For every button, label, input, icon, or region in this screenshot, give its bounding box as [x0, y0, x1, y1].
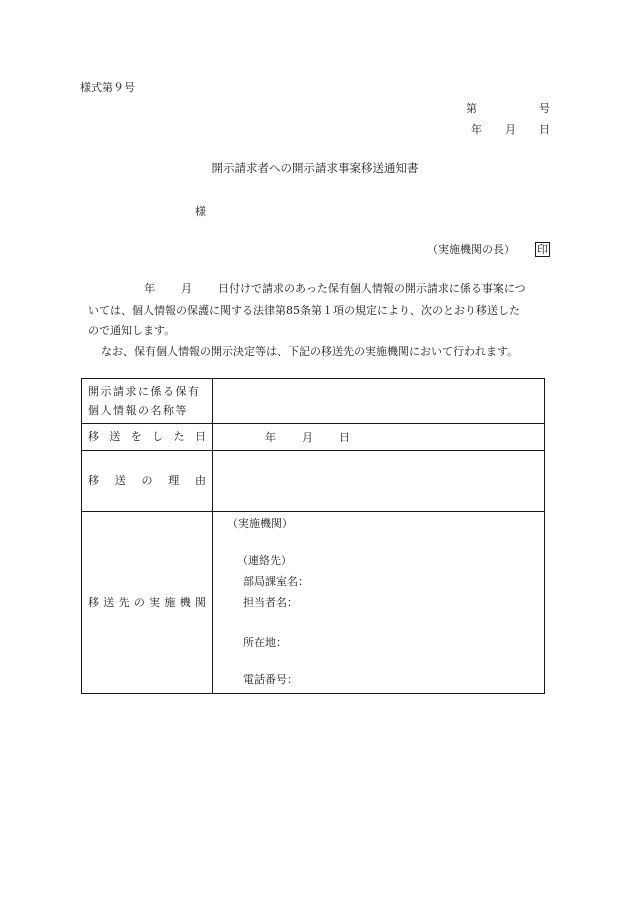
- date-year: 年: [471, 123, 482, 136]
- transfer-date-label: 移 送 を し た 日: [82, 424, 213, 451]
- transfer-date-day: 日: [339, 431, 350, 444]
- transfer-date-field[interactable]: [213, 424, 545, 451]
- agency-label: （実施機関）: [227, 517, 293, 530]
- body-paragraph-line-4: なお、保有個人情報の開示決定等は、下記の移送先の実施機関において行われます。: [101, 345, 519, 358]
- date-day: 日: [539, 123, 550, 136]
- body-text-1: 日付けで請求のあった保有個人情報の開示請求に係る事案につ: [218, 282, 526, 295]
- department-label: 部局課室名：: [243, 575, 309, 588]
- transfer-date-year: 年: [265, 431, 276, 444]
- body-year: 年: [144, 282, 155, 295]
- transfer-details-table: [81, 378, 545, 694]
- sender-label: （実施機関の長）: [427, 243, 515, 256]
- issue-date-line: [471, 124, 550, 135]
- table-row: [82, 451, 545, 512]
- info-name-label-line-1: 開示請求に係る保有: [88, 385, 201, 398]
- info-name-field[interactable]: [213, 379, 545, 424]
- body-paragraph-line-3: ので通知します。: [88, 324, 176, 337]
- info-name-label-line-2: 個人情報の名称等: [88, 404, 188, 417]
- table-row: [82, 512, 545, 694]
- table-row: [82, 424, 545, 451]
- doc-number-suffix: 号: [539, 102, 550, 115]
- address-label: 所在地：: [243, 636, 287, 649]
- body-month: 月: [181, 282, 192, 295]
- document-title: 開示請求者への開示請求事案移送通知書: [211, 161, 419, 175]
- seal-mark: 印: [537, 243, 548, 256]
- form-number: 様式第９号: [80, 81, 135, 94]
- transfer-reason-label: 移 送 の 理 由: [82, 451, 213, 512]
- document-number-line: [466, 103, 550, 114]
- body-paragraph-line-2: いては、個人情報の保護に関する法律第85条第１項の規定により、次のとおり移送した: [88, 304, 520, 317]
- addressee-honorific: 様: [195, 205, 206, 218]
- contact-label: （連絡先）: [237, 554, 292, 567]
- date-month: 月: [505, 123, 516, 136]
- transfer-date-month: 月: [302, 431, 313, 444]
- person-in-charge-label: 担当者名：: [243, 596, 298, 609]
- sender-line: [427, 242, 550, 257]
- destination-agency-label: 移 送 先 の 実 施 機 関: [82, 512, 213, 694]
- table-row: [82, 379, 545, 424]
- phone-label: 電話番号：: [243, 673, 298, 686]
- body-paragraph-line-1: [88, 283, 526, 294]
- transfer-reason-field[interactable]: [213, 451, 545, 512]
- info-name-label: [82, 379, 213, 424]
- destination-agency-field[interactable]: [213, 512, 545, 694]
- doc-number-prefix: 第: [466, 102, 477, 115]
